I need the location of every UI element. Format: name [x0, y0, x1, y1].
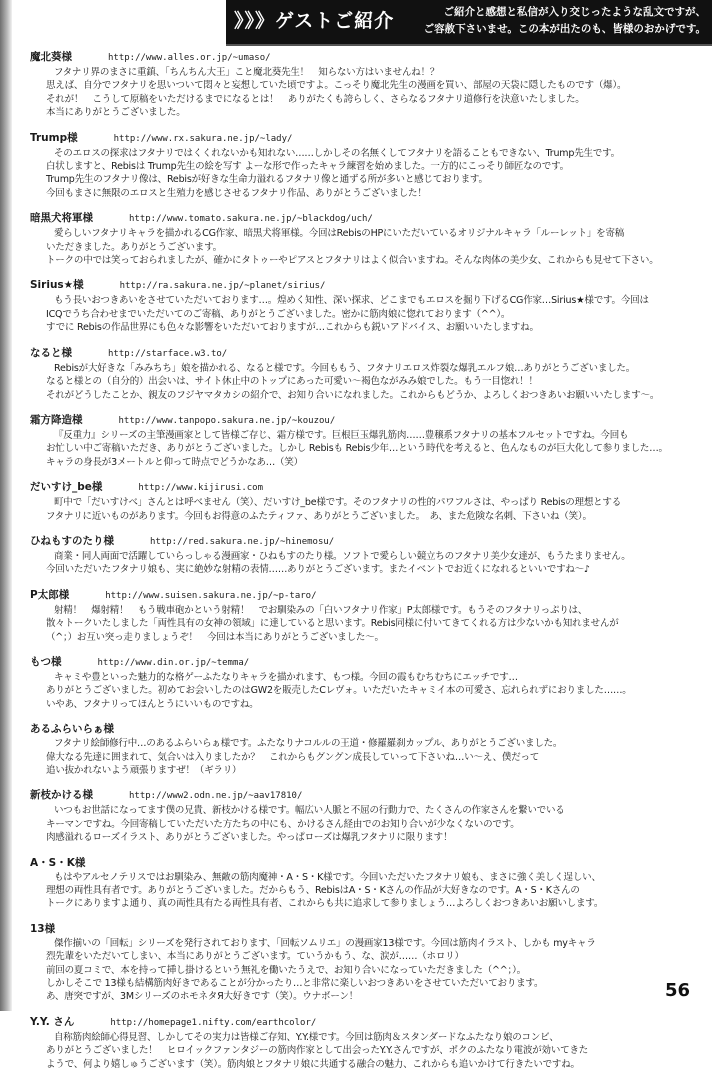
guest-text-line: いただきました。ありがとうございます。 — [46, 241, 222, 253]
guest-text-line: 『反重力』シリーズの主筆漫画家として皆様ご存じ、霜方様です。巨根巨玉爆乳筋肉……豊穣系フタナリの基本フルセットですね。今回も — [54, 429, 629, 441]
guest-text-line: いやあ、フタナリってほんとうにいいものですね。 — [46, 698, 259, 710]
page-number: 56 — [664, 980, 690, 1001]
guest-entry-header — [30, 856, 698, 870]
guest-url: http://www.tomato.sakura.ne.jp/~blackdog/uch/ — [129, 214, 373, 225]
header-subtitle-line1: ご紹介と感想と私信が入り交じったような乱文ですが、 — [443, 6, 706, 18]
guest-entry — [30, 856, 698, 911]
guest-entry — [30, 922, 698, 1004]
guest-entry — [30, 346, 698, 402]
guest-text-line: 肉感溢れるローズイラスト、ありがとうございました。やっぱローズは爆乳フタナリに限ります！ — [46, 832, 453, 844]
guest-entry — [30, 50, 698, 120]
guest-text-line: トークの中では笑っておられましたが、確かにタトゥーやピアスとフタナリはよく似合いますね。そんな肉体の美少女、これからも見せて下さい。 — [46, 255, 659, 267]
guest-text-line: 町中で「だいすけべ」さんとは呼べません（笑）、だいすけ_be様です。そのフタナリの性的パワフルさは、やっぱり Rebisの理想とする — [54, 497, 622, 509]
guest-text-line: もう長いおつきあいをさせていただいております…。煌めく知性、深い探求、どこまでもエロスを掘り下げるCG作家…Sirius★様です。今回は — [54, 295, 649, 307]
guest-text-line: フタナリ絵師修行中…のあるふらいらぁ様です。ふたなりナコルルの王道・修羅羅刹カップル、ありがとうございました。 — [54, 738, 563, 750]
guest-entry-header — [30, 1015, 698, 1030]
guest-entry — [30, 534, 698, 577]
guest-text-line: Trump先生のフタナリ像は、Rebisが好きな生命力溢れるフタナリ像と通ずる所が多いと感じております。 — [46, 174, 488, 186]
guest-text-line: そのエロスの探求はフタナリではくくれないかも知れない……しかしその名無くしてフタナリを語ることもできない、Trump先生です。 — [54, 147, 620, 159]
guest-text-line: 思えば、自分でフタナリを思いついて悶々と妄想していた頃ですよ。こっそり魔北先生の漫画を買い、部屋の天袋に隠したものです（爆）。 — [46, 80, 627, 92]
guest-text-line: しかしそこで 13様も結構筋肉好きであることが分かったり…と非常に楽しいおつきあいをさせていただいております。 — [46, 978, 544, 990]
guest-entry-header — [30, 588, 698, 603]
header-title: 》》》ゲストご紹介 — [234, 10, 395, 32]
guest-entry — [30, 131, 698, 201]
guest-text-line: フタナリに近いものがあります。今回もお得意のふたティファ、ありがとうございました。 あ、また危険な名刺、下さいね（笑）。 — [46, 510, 592, 522]
guest-entry-header — [30, 788, 698, 803]
guest-entry — [30, 655, 698, 711]
guest-text-line: ありがとうございました！ ヒロイックファンタジーの筋肉作家として出会ったY.Y.さんですが、ボクのふたなり電波が効いてきた — [46, 1045, 589, 1057]
guest-entry — [30, 588, 698, 644]
guest-name: P太郎様 — [30, 588, 70, 601]
guest-name: Y.Y. さん — [30, 1015, 75, 1028]
guest-text-line: フタナリ界のまさに重鎮、「ちんちん大王」こと魔北葵先生！ 知らない方はいませんね！？ — [54, 67, 440, 78]
guest-entry-header — [30, 534, 698, 549]
guest-text-line: 商業・同人両面で活躍していらっしゃる漫画家・ひねもすのたり様。ソフトで愛らしい競立ちのフタナリ美少女達が、もうたまりません。 — [54, 550, 631, 562]
guest-text-line: ありがとうございました。初めてお会いしたのはGW2を販売したCレヴォ。いただいたキャミイ本の可愛さ、忘れられずにおりました……。 — [46, 685, 632, 697]
guest-text-line: キャラの身長が3メートルと仰って時点でどうかなあ…（笑） — [46, 456, 303, 468]
guest-entry-header — [30, 346, 698, 361]
guest-entry-header — [30, 922, 698, 936]
guest-url: http://ra.sakura.ne.jp/~planet/sirius/ — [119, 281, 326, 292]
guest-text-line: （^；）お互い突っ走りましょうぞ！ 今回は本当にありがとうございました～。 — [46, 631, 384, 643]
guest-text-line: 散々トークいたしました「両性具有の女神の領域」に達していると思います。Rebis同様に付いてきてくれる方は少ないかも知れませんが — [46, 618, 619, 630]
guest-text-line: ICQでうち合わせまでいただいてのご寄稿、ありがとうございました。密かに筋肉娘に惚れております（^^）。 — [46, 308, 511, 320]
guest-url: http://www.tanpopo.sakura.ne.jp/~kouzou/ — [118, 415, 336, 426]
guest-name: だいすけ_be様 — [30, 481, 103, 494]
guest-text-line: キーマンですね。今回寄稿していただいた方たちの中にも、かけるさん経由でのお知り合いが少なくないのです。 — [46, 818, 520, 830]
guest-text-line: 白状しますと、Rebisは Trump先生の絵を写す よーな形で作ったキャラ練習を始めました。一方的にこっそり師匠なのです。 — [46, 161, 569, 173]
guest-text-line: Rebisが大好きな「みみちち」娘を描かれる、なると様です。今回ももう、フタナリエロス炸裂な爆乳エルフ娘…ありがとうございました。 — [54, 362, 636, 374]
guest-url: http://www.din.or.jp/~temma/ — [97, 657, 250, 668]
header-subtitle-line2: ご容赦下さいませ。この本が出たのも、皆様のおかげです。 — [423, 23, 706, 35]
guest-url: http://www.suisen.sakura.ne.jp/~p-taro/ — [105, 590, 317, 601]
guest-text-line: 自称筋肉絵師心得見習、しかしてその実力は皆様ご存知、Y.Y.様です。今回は筋肉＆スタンダードなふたなり娘のコンビ、 — [54, 1031, 559, 1043]
guest-name: A・S・K様 — [30, 856, 86, 869]
guest-text-line: いつもお世話になってます僕の兄貴、新枝かける様です。幅広い人脈と不屈の行動力で、たくさんの作家さんを繋いでいる — [54, 805, 565, 817]
guest-entry-header — [30, 722, 698, 736]
guest-text-line: 前回の夏コミで、本を持って挿し掛けるという無礼を働いたうえで、お知り合いになっていただきました（^^；）。 — [46, 964, 526, 976]
guest-text-line: すでに Rebisの作品世界にも色々な影響をいただいておりますが…これからも鋭いアドバイス、お願いいたしますね。 — [46, 322, 539, 334]
guest-entry-header — [30, 655, 698, 670]
guest-url: http://www2.odn.ne.jp/~aav17810/ — [129, 791, 303, 802]
guest-entry — [30, 211, 698, 267]
guest-list — [30, 50, 698, 1082]
guest-text-line: 烈先輩をいただいてしまい、本当にありがとうございます。ていうかもう、な、涙が……（ホロリ） — [46, 951, 464, 963]
guest-entry-header — [30, 131, 698, 146]
guest-text-line: もはやアルセノテリスではお馴染み、無敵の筋肉魔神・A・S・K様です。今回いただいたフタナリ娘も、まさに強く美しく逞しい、 — [54, 871, 601, 883]
guest-name: 暗黒犬将軍様 — [30, 212, 93, 225]
guest-text-line: キャミや豊といった魅力的な格ゲーふたなりキャラを描かれます、もつ様。今回の霞もむちむちにエッチです… — [54, 671, 518, 683]
guest-name: 13様 — [30, 922, 56, 935]
guest-name: 霜方降造様 — [30, 413, 83, 426]
guest-name: もつ様 — [30, 655, 62, 668]
guest-text-line: それが！ こうして原稿をいただけるまでになるとは！ ありがたくも誇らしく、さらなるフタナリ道修行を決意いたしました。 — [46, 93, 585, 105]
guest-name: Trump様 — [30, 131, 78, 144]
guest-name: なると様 — [30, 346, 72, 359]
guest-text-line: 愛らしいフタナリキャラを描かれるCG作家、暗黒犬将軍様。今回はRebisのHPにいただいているオリジナルキャラ「ルーレット」を寄稿 — [54, 228, 625, 240]
guest-entry-header — [30, 278, 698, 293]
guest-text-line: 射精！ 爆射精！ もう戦車砲かという射精！ でお馴染みの「白いフタナリ作家」P太郎様です。もうそのフタナリっぷりは、 — [54, 604, 588, 616]
guest-text-line: ようで、何より嬉しゅうございます（笑）。筋肉娘とフタナリ娘に共通する融合の魅力、これからも追いかけて行きたいですね。 — [46, 1058, 580, 1070]
guest-text-line: 偉大なる先達に囲まれて、気合いは入りましたか？ これからもグングン成長していって下さいね…い～え、僕だって — [46, 751, 540, 763]
guest-entry — [30, 788, 698, 844]
guest-text-line: トークにありますよ通り、真の両性具有たる両性具有者、これからも共に追求して参りましょう…よろしくおつきあいお願いします。 — [46, 898, 604, 910]
guest-intro-header — [226, 0, 712, 46]
guest-entry — [30, 1015, 698, 1071]
guest-name: あるふらいらぁ様 — [30, 723, 114, 736]
guest-entry — [30, 413, 698, 469]
guest-text-line: お忙しい中ご寄稿いただき、ありがとうございました。しかし Rebisも Rebis少年…という時代を考えると、色んなものが巨大化して参りました…。 — [46, 443, 668, 455]
guest-text-line: それがどうしたことか、親友のフジヤマタカシの紹介で、お知り合いになれました。これからもどうか、よろしくおつきあいお願いいたします～。 — [46, 389, 660, 401]
guest-url: http://red.sakura.ne.jp/~hinemosu/ — [150, 536, 335, 547]
guest-url: http://www.rx.sakura.ne.jp/~lady/ — [113, 133, 293, 144]
guest-text-line: 今回いただいたフタナリ娘も、実に絶妙な射精の表情……ありがとうございます。またイベントでお近くになれるといいですね～♪ — [46, 564, 590, 576]
guest-text-line: なると様との（自分的）出会いは、サイト休止中のトップにあった可愛い～褐色ながみみ娘でした。もう一目惚れ！！ — [46, 376, 538, 388]
guest-url: http://www.alles.or.jp/~umaso/ — [108, 53, 271, 63]
guest-text-line: 理想の両性具有者です。ありがとうございました。だからもう、RebisはA・S・Kさんの作品が大好きなのです。A・S・Kさんの — [46, 885, 580, 897]
guest-url: http://starface.w3.to/ — [108, 348, 228, 359]
page — [22, 0, 712, 1070]
guest-text-line: 追い抜かれないよう頑張りますぜ！（ギラリ） — [46, 765, 242, 776]
guest-name: ひねもすのたり様 — [30, 534, 114, 547]
guest-entry — [30, 278, 698, 334]
guest-name: Sirius★様 — [30, 279, 84, 292]
guest-entry-header — [30, 211, 698, 226]
guest-entry-header — [30, 413, 698, 428]
guest-name: 魔北葵様 — [30, 51, 72, 63]
guest-text-line: 本当にありがとうございました。 — [46, 107, 186, 119]
guest-entry-header — [30, 50, 698, 65]
guest-entry — [30, 480, 698, 523]
guest-entry-header — [30, 480, 698, 495]
header-subtitle — [376, 4, 706, 38]
guest-url: http://www.kijirusi.com — [138, 483, 264, 494]
guest-text-line: 今回もまさに無限のエロスと生殖力を感じさせるフタナリ作品、ありがとうございました！ — [46, 187, 427, 199]
guest-text-line: あ、唐突ですが、3MシリーズのホモネタЯ大好きです（笑）。ウナボーン！ — [46, 991, 359, 1003]
guest-text-line: 傑作揃いの「回転」シリーズを発行されております、「回転ソムリエ」の漫画家13様です。今回は筋肉イラスト、しかも myキャラ — [54, 937, 596, 949]
book-spine-shadow — [0, 0, 12, 1011]
guest-name: 新枝かける様 — [30, 789, 93, 802]
guest-url: http://homepage1.nifty.com/earthcolor/ — [110, 1017, 317, 1028]
guest-entry — [30, 722, 698, 777]
